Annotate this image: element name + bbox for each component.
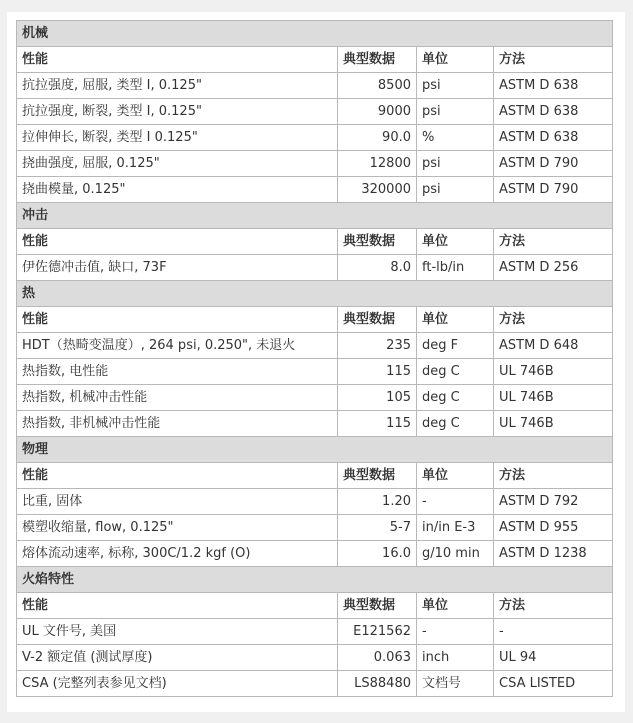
- cell-value: 12800: [338, 151, 417, 177]
- cell-value: 16.0: [338, 541, 417, 567]
- table-row: [17, 333, 613, 359]
- cell-unit: psi: [417, 177, 494, 203]
- cell-method: UL 746B: [494, 385, 613, 411]
- cell-method: ASTM D 638: [494, 73, 613, 99]
- section-title: 机械: [17, 21, 613, 47]
- table-row: [17, 515, 613, 541]
- cell-value: 1.20: [338, 489, 417, 515]
- header-unit: 单位: [417, 463, 494, 489]
- cell-unit: in/in E-3: [417, 515, 494, 541]
- cell-value: 320000: [338, 177, 417, 203]
- cell-method: UL 746B: [494, 411, 613, 437]
- cell-unit: 文档号: [417, 671, 494, 697]
- cell-method: CSA LISTED: [494, 671, 613, 697]
- cell-method: ASTM D 256: [494, 255, 613, 281]
- cell-value: 8.0: [338, 255, 417, 281]
- cell-method: ASTM D 790: [494, 151, 613, 177]
- section-title: 冲击: [17, 203, 613, 229]
- column-header-row: [17, 307, 613, 333]
- cell-method: ASTM D 638: [494, 99, 613, 125]
- cell-property: 抗拉强度, 断裂, 类型 I, 0.125": [17, 99, 338, 125]
- cell-method: UL 94: [494, 645, 613, 671]
- cell-unit: g/10 min: [417, 541, 494, 567]
- table-row: [17, 73, 613, 99]
- table-row: [17, 489, 613, 515]
- cell-unit: psi: [417, 73, 494, 99]
- section-header-row: [17, 203, 613, 229]
- cell-value: E121562: [338, 619, 417, 645]
- cell-method: -: [494, 619, 613, 645]
- cell-unit: -: [417, 489, 494, 515]
- cell-property: 热指数, 机械冲击性能: [17, 385, 338, 411]
- header-value: 典型数据: [338, 307, 417, 333]
- table-row: [17, 359, 613, 385]
- cell-property: UL 文件号, 美国: [17, 619, 338, 645]
- header-method: 方法: [494, 463, 613, 489]
- table-row: [17, 385, 613, 411]
- header-method: 方法: [494, 229, 613, 255]
- section-header-row: [17, 437, 613, 463]
- cell-property: V-2 额定值 (测试厚度): [17, 645, 338, 671]
- section-header-row: [17, 567, 613, 593]
- column-header-row: [17, 463, 613, 489]
- table-row: [17, 671, 613, 697]
- cell-method: UL 746B: [494, 359, 613, 385]
- table-row: [17, 177, 613, 203]
- header-value: 典型数据: [338, 593, 417, 619]
- header-property: 性能: [17, 47, 338, 73]
- header-property: 性能: [17, 593, 338, 619]
- header-unit: 单位: [417, 307, 494, 333]
- header-property: 性能: [17, 307, 338, 333]
- header-property: 性能: [17, 229, 338, 255]
- table-row: [17, 151, 613, 177]
- cell-unit: deg C: [417, 359, 494, 385]
- cell-property: 模塑收缩量, flow, 0.125": [17, 515, 338, 541]
- column-header-row: [17, 47, 613, 73]
- cell-unit: inch: [417, 645, 494, 671]
- cell-property: 热指数, 非机械冲击性能: [17, 411, 338, 437]
- cell-property: 热指数, 电性能: [17, 359, 338, 385]
- cell-value: 235: [338, 333, 417, 359]
- cell-value: 105: [338, 385, 417, 411]
- table-row: [17, 255, 613, 281]
- cell-unit: -: [417, 619, 494, 645]
- cell-property: 伊佐德冲击值, 缺口, 73F: [17, 255, 338, 281]
- table-row: [17, 541, 613, 567]
- section-title: 火焰特性: [17, 567, 613, 593]
- cell-value: 9000: [338, 99, 417, 125]
- cell-method: ASTM D 638: [494, 125, 613, 151]
- cell-property: CSA (完整列表参见文档): [17, 671, 338, 697]
- header-unit: 单位: [417, 593, 494, 619]
- cell-value: 90.0: [338, 125, 417, 151]
- section-title: 物理: [17, 437, 613, 463]
- cell-method: ASTM D 792: [494, 489, 613, 515]
- header-method: 方法: [494, 593, 613, 619]
- cell-unit: deg F: [417, 333, 494, 359]
- header-unit: 单位: [417, 47, 494, 73]
- cell-method: ASTM D 1238: [494, 541, 613, 567]
- cell-value: LS88480: [338, 671, 417, 697]
- cell-unit: ft-lb/in: [417, 255, 494, 281]
- section-header-row: [17, 21, 613, 47]
- table-row: [17, 619, 613, 645]
- header-value: 典型数据: [338, 47, 417, 73]
- header-property: 性能: [17, 463, 338, 489]
- section-header-row: [17, 281, 613, 307]
- cell-property: 比重, 固体: [17, 489, 338, 515]
- cell-property: 挠曲强度, 屈服, 0.125": [17, 151, 338, 177]
- cell-unit: psi: [417, 151, 494, 177]
- cell-property: HDT（热畸变温度）, 264 psi, 0.250", 未退火: [17, 333, 338, 359]
- spec-panel: [7, 12, 625, 712]
- cell-value: 5-7: [338, 515, 417, 541]
- header-unit: 单位: [417, 229, 494, 255]
- table-row: [17, 645, 613, 671]
- cell-property: 挠曲模量, 0.125": [17, 177, 338, 203]
- cell-unit: %: [417, 125, 494, 151]
- section-title: 热: [17, 281, 613, 307]
- properties-table: [16, 20, 613, 697]
- cell-unit: psi: [417, 99, 494, 125]
- cell-value: 0.063: [338, 645, 417, 671]
- cell-value: 115: [338, 411, 417, 437]
- header-value: 典型数据: [338, 229, 417, 255]
- cell-property: 拉伸伸长, 断裂, 类型 I 0.125": [17, 125, 338, 151]
- cell-method: ASTM D 790: [494, 177, 613, 203]
- table-row: [17, 99, 613, 125]
- cell-property: 抗拉强度, 屈服, 类型 I, 0.125": [17, 73, 338, 99]
- column-header-row: [17, 229, 613, 255]
- header-value: 典型数据: [338, 463, 417, 489]
- cell-unit: deg C: [417, 411, 494, 437]
- table-row: [17, 411, 613, 437]
- cell-method: ASTM D 955: [494, 515, 613, 541]
- header-method: 方法: [494, 47, 613, 73]
- cell-value: 115: [338, 359, 417, 385]
- cell-property: 熔体流动速率, 标称, 300C/1.2 kgf (O): [17, 541, 338, 567]
- cell-value: 8500: [338, 73, 417, 99]
- table-row: [17, 125, 613, 151]
- header-method: 方法: [494, 307, 613, 333]
- properties-table-body: [17, 21, 613, 697]
- cell-method: ASTM D 648: [494, 333, 613, 359]
- column-header-row: [17, 593, 613, 619]
- cell-unit: deg C: [417, 385, 494, 411]
